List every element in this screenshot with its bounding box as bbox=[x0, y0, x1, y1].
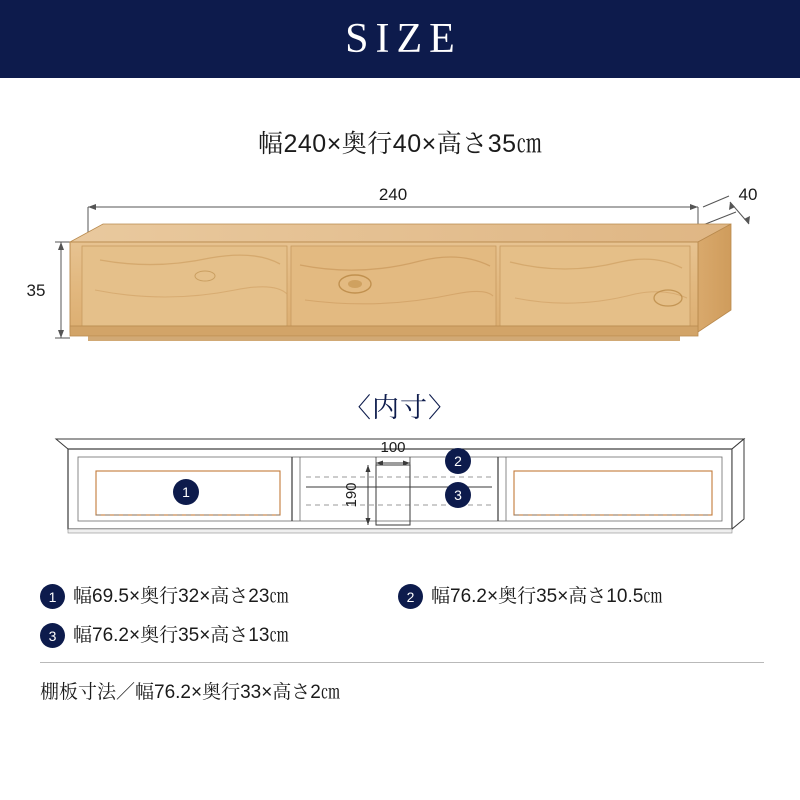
exterior-dimensions-label: 幅240×奥行40×高さ35㎝ bbox=[257, 130, 543, 158]
legend-badge-3: 3 bbox=[40, 623, 65, 648]
legend-text-3: 幅76.2×奥行35×高さ13㎝ bbox=[73, 625, 289, 646]
exterior-height-value: 35 bbox=[26, 281, 46, 300]
legend-item-3 bbox=[40, 623, 398, 648]
interior-height-value: 190 bbox=[343, 482, 360, 508]
page-title: SIZE bbox=[345, 16, 462, 62]
exterior-diagram bbox=[0, 180, 800, 380]
legend-item-2 bbox=[398, 584, 662, 609]
inner-dimensions-title: 〈内寸〉 bbox=[344, 393, 456, 423]
diagram-marker-1: 1 bbox=[173, 479, 199, 505]
shelf-dimension-note: 棚板寸法／幅76.2×奥行33×高さ2㎝ bbox=[40, 682, 340, 703]
legend bbox=[40, 584, 760, 648]
legend-item-1 bbox=[40, 584, 398, 609]
legend-text-1: 幅69.5×奥行32×高さ23㎝ bbox=[73, 586, 289, 607]
page-header bbox=[0, 0, 800, 78]
footer-divider bbox=[40, 662, 764, 663]
legend-row bbox=[40, 623, 760, 648]
interior-diagram bbox=[0, 435, 800, 570]
diagram-marker-2: 2 bbox=[445, 448, 471, 474]
exterior-depth-value: 40 bbox=[738, 185, 758, 204]
legend-badge-1: 1 bbox=[40, 584, 65, 609]
legend-badge-2: 2 bbox=[398, 584, 423, 609]
exterior-width-value: 240 bbox=[378, 185, 408, 204]
diagram-marker-3: 3 bbox=[445, 482, 471, 508]
legend-text-2: 幅76.2×奥行35×高さ10.5㎝ bbox=[431, 586, 663, 607]
interior-width-value: 100 bbox=[380, 439, 406, 456]
legend-row bbox=[40, 584, 760, 609]
